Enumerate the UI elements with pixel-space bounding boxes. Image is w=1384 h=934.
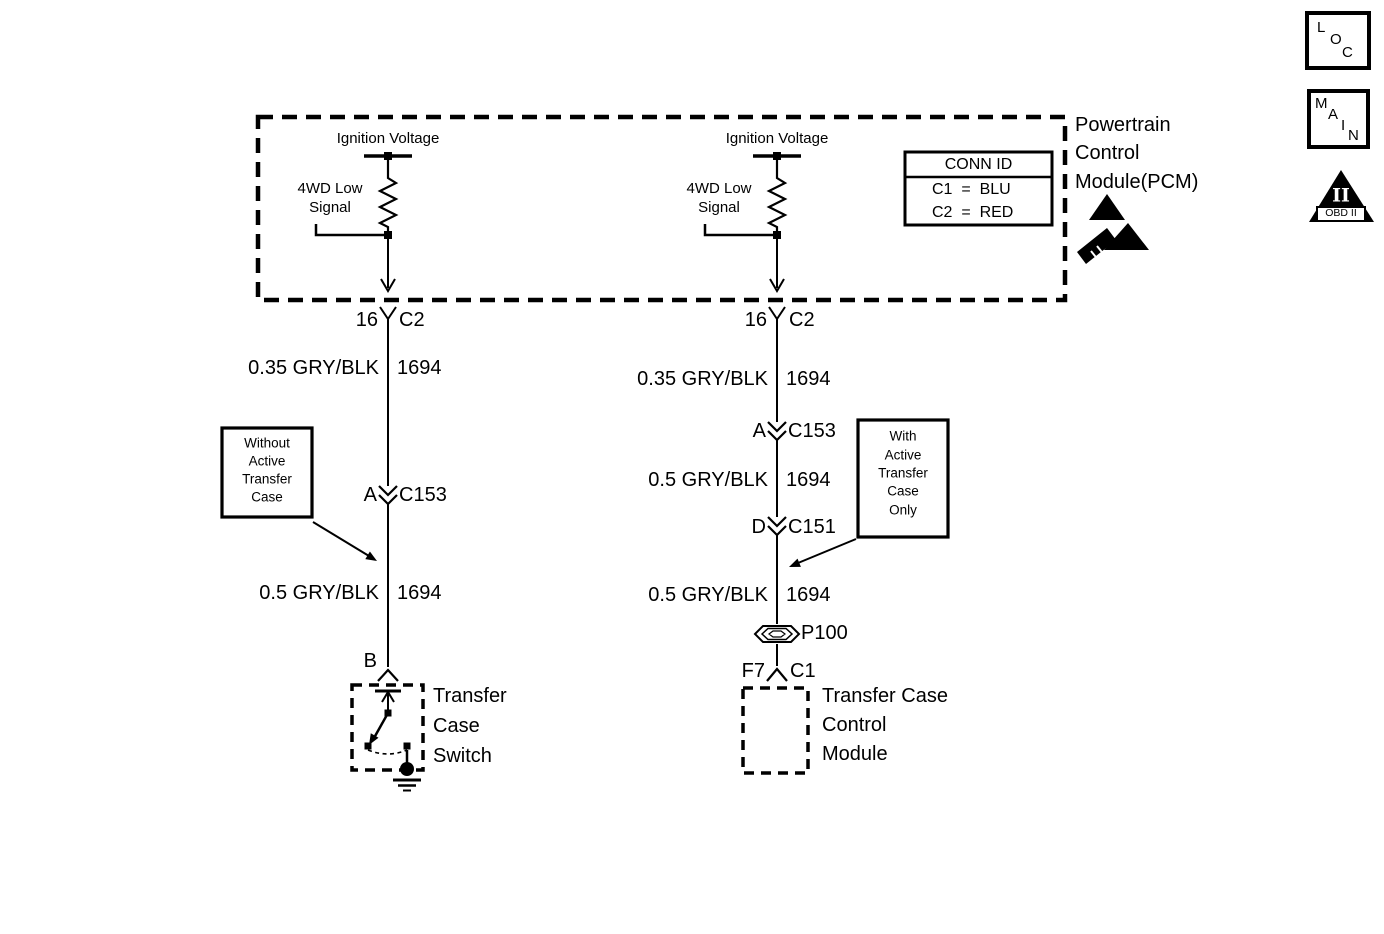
- esd-hand-icon: [1077, 194, 1149, 264]
- pin-label: 16: [744, 309, 767, 331]
- note-arrow-left: [313, 522, 377, 561]
- pcm-title-line3: Module(PCM): [1075, 171, 1199, 193]
- signal-tap-right: [705, 224, 773, 235]
- pcm-driver-left: [316, 152, 412, 291]
- inline-connector-c151-icon: [768, 517, 786, 535]
- signal-label-left-line1: 4WD Low: [297, 179, 363, 197]
- terminal-chevron-icon: [378, 670, 398, 681]
- main-letter-i: I: [1341, 117, 1346, 134]
- conn-id-row1: C1 = BLU: [932, 181, 1011, 199]
- pin-label: A: [363, 484, 377, 506]
- grommet-label: P100: [801, 622, 848, 644]
- note-line: Without: [244, 435, 290, 451]
- main-letter-m: M: [1315, 95, 1328, 112]
- conn-id-header: CONN ID: [944, 156, 1013, 174]
- note-line: Active: [248, 453, 286, 469]
- wire-circuit-label: 1694: [397, 582, 442, 604]
- wire-spec-label: 0.35 GRY/BLK: [637, 368, 768, 390]
- wire-spec-label: 0.5 GRY/BLK: [648, 584, 768, 606]
- wire-circuit-label: 1694: [786, 368, 831, 390]
- note-line: Active: [884, 447, 922, 463]
- component-label-line: Module: [822, 743, 888, 765]
- connector-label: C153: [788, 420, 836, 442]
- note-arrow-line: [313, 522, 369, 556]
- inline-connector-c153-icon: [379, 486, 397, 504]
- component-label-line: Case: [433, 715, 480, 737]
- pin-label: 16: [355, 309, 378, 331]
- signal-label-right-line2: Signal: [698, 198, 740, 216]
- switch-travel-arc: [368, 750, 407, 754]
- transfer-case-switch-symbol: [352, 685, 423, 791]
- component-label-line: Switch: [433, 745, 492, 767]
- note-arrow-line: [798, 539, 856, 563]
- wire-circuit-label: 1694: [397, 357, 442, 379]
- obd2-label: OBD II: [1325, 207, 1357, 220]
- main-letter-a: A: [1328, 106, 1339, 123]
- grommet-p100-icon: [755, 626, 799, 642]
- wire-spec-label: 0.35 GRY/BLK: [248, 357, 379, 379]
- pcm-title-line1: Powertrain: [1075, 114, 1171, 136]
- wire-spec-label: 0.5 GRY/BLK: [648, 469, 768, 491]
- pin-label: B: [363, 650, 377, 672]
- supply-label-right: Ignition Voltage: [725, 129, 829, 147]
- pin-label: A: [752, 420, 766, 442]
- pin-label: D: [751, 516, 766, 538]
- component-label-line: Transfer Case: [822, 685, 948, 707]
- note-line: Transfer: [242, 471, 292, 487]
- component-label-line: Control: [822, 714, 887, 736]
- terminal-chevron-icon: [767, 669, 787, 681]
- wire-circuit-label: 1694: [786, 584, 831, 606]
- signal-tap-left: [316, 224, 384, 235]
- note-arrow-right: [789, 539, 856, 567]
- connector-label: C151: [788, 516, 836, 538]
- main-letter-n: N: [1348, 127, 1359, 144]
- loc-letter-c: C: [1342, 44, 1353, 61]
- signal-label-right-line1: 4WD Low: [686, 179, 752, 197]
- tccm-boundary-box: [743, 688, 808, 773]
- switch-arm: [374, 713, 388, 738]
- wire-spec-label: 0.5 GRY/BLK: [259, 582, 379, 604]
- pcm-driver-right: [705, 152, 801, 291]
- loc-letter-l: L: [1317, 19, 1326, 36]
- junction-dot: [384, 231, 392, 239]
- pin-label: F7: [741, 660, 765, 682]
- grommet-mid: [762, 629, 792, 640]
- note-arrowhead-icon: [365, 552, 377, 562]
- signal-label-left-line2: Signal: [309, 198, 351, 216]
- supply-label-left: Ignition Voltage: [336, 129, 440, 147]
- note-line: With: [889, 428, 917, 444]
- note-line: Case: [887, 483, 919, 499]
- note-line: Case: [251, 489, 283, 505]
- pcm-title-line2: Control: [1075, 142, 1140, 164]
- note-line: Transfer: [878, 465, 928, 481]
- switch-contact-left-dot: [365, 743, 372, 750]
- esd-triangle-top: [1089, 194, 1125, 220]
- terminal-y-icon: [769, 307, 785, 319]
- connector-label: C153: [399, 484, 447, 506]
- note-arrowhead-icon: [789, 559, 801, 567]
- terminal-y-icon: [380, 307, 396, 319]
- note-line: Only: [889, 502, 917, 518]
- connector-label: C2: [789, 309, 815, 331]
- ground-terminal-dot: [400, 762, 414, 776]
- connector-label: C1: [790, 660, 816, 682]
- grommet-inner: [769, 631, 785, 637]
- obd2-numeral: II: [1332, 184, 1350, 207]
- switch-contact-right-dot: [404, 743, 411, 750]
- component-label-line: Transfer: [433, 685, 507, 707]
- wire-circuit-label: 1694: [786, 469, 831, 491]
- inline-connector-c153-icon: [768, 422, 786, 440]
- junction-dot: [773, 231, 781, 239]
- loc-letter-o: O: [1330, 31, 1342, 48]
- conn-id-row2: C2 = RED: [932, 204, 1014, 222]
- connector-label: C2: [399, 309, 425, 331]
- left-branch-wiring: [378, 307, 398, 681]
